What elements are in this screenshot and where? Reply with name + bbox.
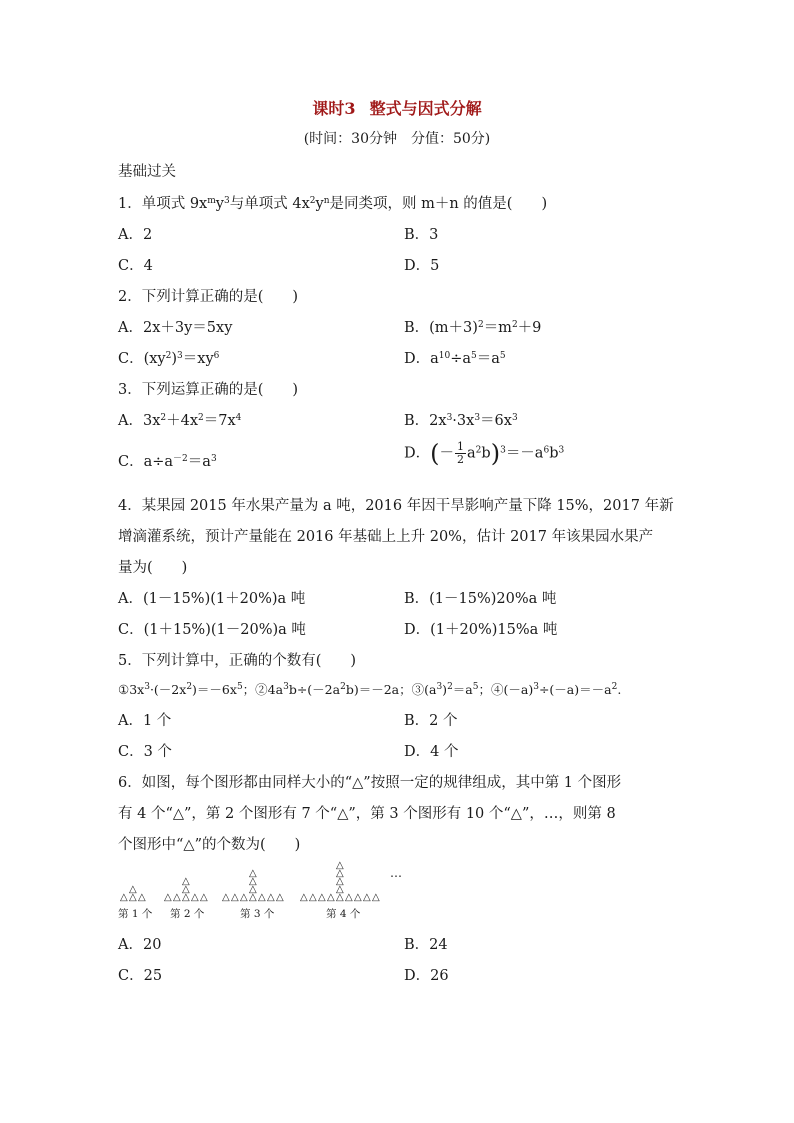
question-5-option-c: C．3 个 [118,744,172,760]
triangle-mark-fig4-base-1: △ [309,892,317,903]
triangle-mark-fig2-base-0: △ [164,892,172,903]
figure-caption-2: 第 2 个 [170,908,205,920]
triangle-mark-fig4-base-7: △ [363,892,371,903]
question-3-option-c: C．$a\div a^{-2}=a^3$ [118,454,217,470]
triangle-mark-fig2-stack-1: △ [182,884,190,895]
triangle-mark-fig4-base-0: △ [300,892,308,903]
triangle-mark-fig4-stack-1: △ [336,884,344,895]
triangle-mark-fig3-stack-2: △ [249,876,257,887]
question-3-option-a: A．$3x^2+4x^2=7x^4$ [118,413,242,429]
triangle-mark-fig1-stack-1: △ [129,884,137,895]
question-4-option-b: B．(1－15%)20%a 吨 [404,591,557,607]
triangle-mark-fig3-base-3: △ [249,892,257,903]
question-6-option-b: B．24 [404,937,448,953]
question-5-option-d: D．4 个 [404,744,459,760]
question-6-option-c: C．25 [118,968,163,984]
question-1-option-a: A．2 [118,227,153,243]
triangle-mark-fig3-stack-1: △ [249,884,257,895]
question-4-line-3: 量为( ) [118,560,188,576]
question-4-line-1: 4．某果园 2015 年水果产量为 a 吨，2016 年因干旱影响产量下降 15%，2017 年新 [118,498,674,514]
triangle-mark-fig4-base-5: △ [345,892,353,903]
question-1-option-b: B．3 [404,227,439,243]
triangle-mark-fig4-base-2: △ [318,892,326,903]
triangle-mark-fig3-base-2: △ [240,892,248,903]
triangle-mark-fig3-base-0: △ [222,892,230,903]
triangle-mark-fig3-base-1: △ [231,892,239,903]
triangle-mark-fig1-base-2: △ [138,892,146,903]
triangle-pattern-figure [118,860,418,922]
question-1-stem: 1．单项式 $9x^my^3$与单项式 $4x^2y^n$是同类项，则 m＋n 的值是( ) [118,196,548,212]
triangle-mark-fig3-stack-3: △ [249,868,257,879]
triangle-mark-fig4-base-6: △ [354,892,362,903]
triangle-mark-fig4-stack-4: △ [336,860,344,871]
triangle-mark-fig2-base-2: △ [182,892,190,903]
triangle-mark-fig3-base-6: △ [276,892,284,903]
question-3-stem: 3．下列运算正确的是( ) [118,382,299,398]
triangle-mark-fig2-base-1: △ [173,892,181,903]
triangle-mark-fig2-base-3: △ [191,892,199,903]
triangle-mark-fig3-base-4: △ [258,892,266,903]
question-4-line-2: 增滴灌系统，预计产量能在 2016 年基础上上升 20%，估计 2017 年该果园水果产 [118,529,654,545]
question-6-option-d: D．26 [404,968,449,984]
question-3-option-d: D．(－ $\frac{1}{2}$ $a^2b)^3=-a^6b^3$ [404,439,565,468]
question-4-option-a: A．(1－15%)(1＋20%)a 吨 [118,591,306,607]
question-1-option-c: C．4 [118,258,153,274]
question-2-option-a: A．2x＋3y＝5xy [118,320,233,336]
question-6-line-3: 个图形中“△”的个数为( ) [118,837,301,853]
question-1-option-d: D．5 [404,258,440,274]
fraction-one-half: $\frac{1}{2}$ [457,440,465,466]
page-subtitle: (时间：30分钟 分值：50分) [303,131,491,147]
question-2-option-b: B．$(m+3)^2=m^2+9$ [404,320,542,336]
triangle-mark-fig3-base-5: △ [267,892,275,903]
question-6-option-a: A．20 [118,937,162,953]
figure-continuation-dots: … [390,866,402,880]
question-2-option-c: C．$(xy^2)^3=xy^6$ [118,351,220,367]
question-6-line-2: 有 4 个“△”，第 2 个图形有 7 个“△”，第 3 个图形有 10 个“△”，…，则第 8 [118,806,616,822]
question-2-stem: 2．下列计算正确的是( ) [118,289,299,305]
triangle-mark-fig2-base-4: △ [200,892,208,903]
triangle-mark-fig1-base-1: △ [129,892,137,903]
page-title: 课时3 整式与因式分解 [312,99,482,118]
question-5-option-a: A．1 个 [118,713,172,729]
triangle-mark-fig4-stack-2: △ [336,876,344,887]
triangle-mark-fig4-base-3: △ [327,892,335,903]
question-5-statements: $①3x^3\cdot(-2x^2)=-6x^5$；$②4a^3b\div(-2a^2b)=-2a$；$③(a^3)^2=a^5$；$④(-a)^3\div(-a)=-a^2$. [118,682,622,697]
figure-caption-4: 第 4 个 [326,908,361,920]
triangle-mark-fig4-stack-3: △ [336,868,344,879]
question-5-stem: 5．下列计算中，正确的个数有( ) [118,653,357,669]
question-5-option-b: B．2 个 [404,713,458,729]
triangle-mark-fig4-base-4: △ [336,892,344,903]
question-3-option-b: B．$2x^3\cdot 3x^3=6x^3$ [404,413,518,429]
triangle-mark-fig2-stack-2: △ [182,876,190,887]
question-4-option-d: D．(1＋20%)15%a 吨 [404,622,558,638]
figure-caption-1: 第 1 个 [118,908,153,920]
triangle-mark-fig4-base-8: △ [372,892,380,903]
question-2-option-d: D．$a^{10}\div a^5=a^5$ [404,351,506,367]
triangle-mark-fig1-base-0: △ [120,892,128,903]
question-4-option-c: C．(1＋15%)(1－20%)a 吨 [118,622,306,638]
section-heading: 基础过关 [118,164,176,180]
question-6-line-1: 6．如图，每个图形都由同样大小的“△”按照一定的规律组成，其中第 1 个图形 [118,775,622,791]
figure-caption-3: 第 3 个 [240,908,275,920]
